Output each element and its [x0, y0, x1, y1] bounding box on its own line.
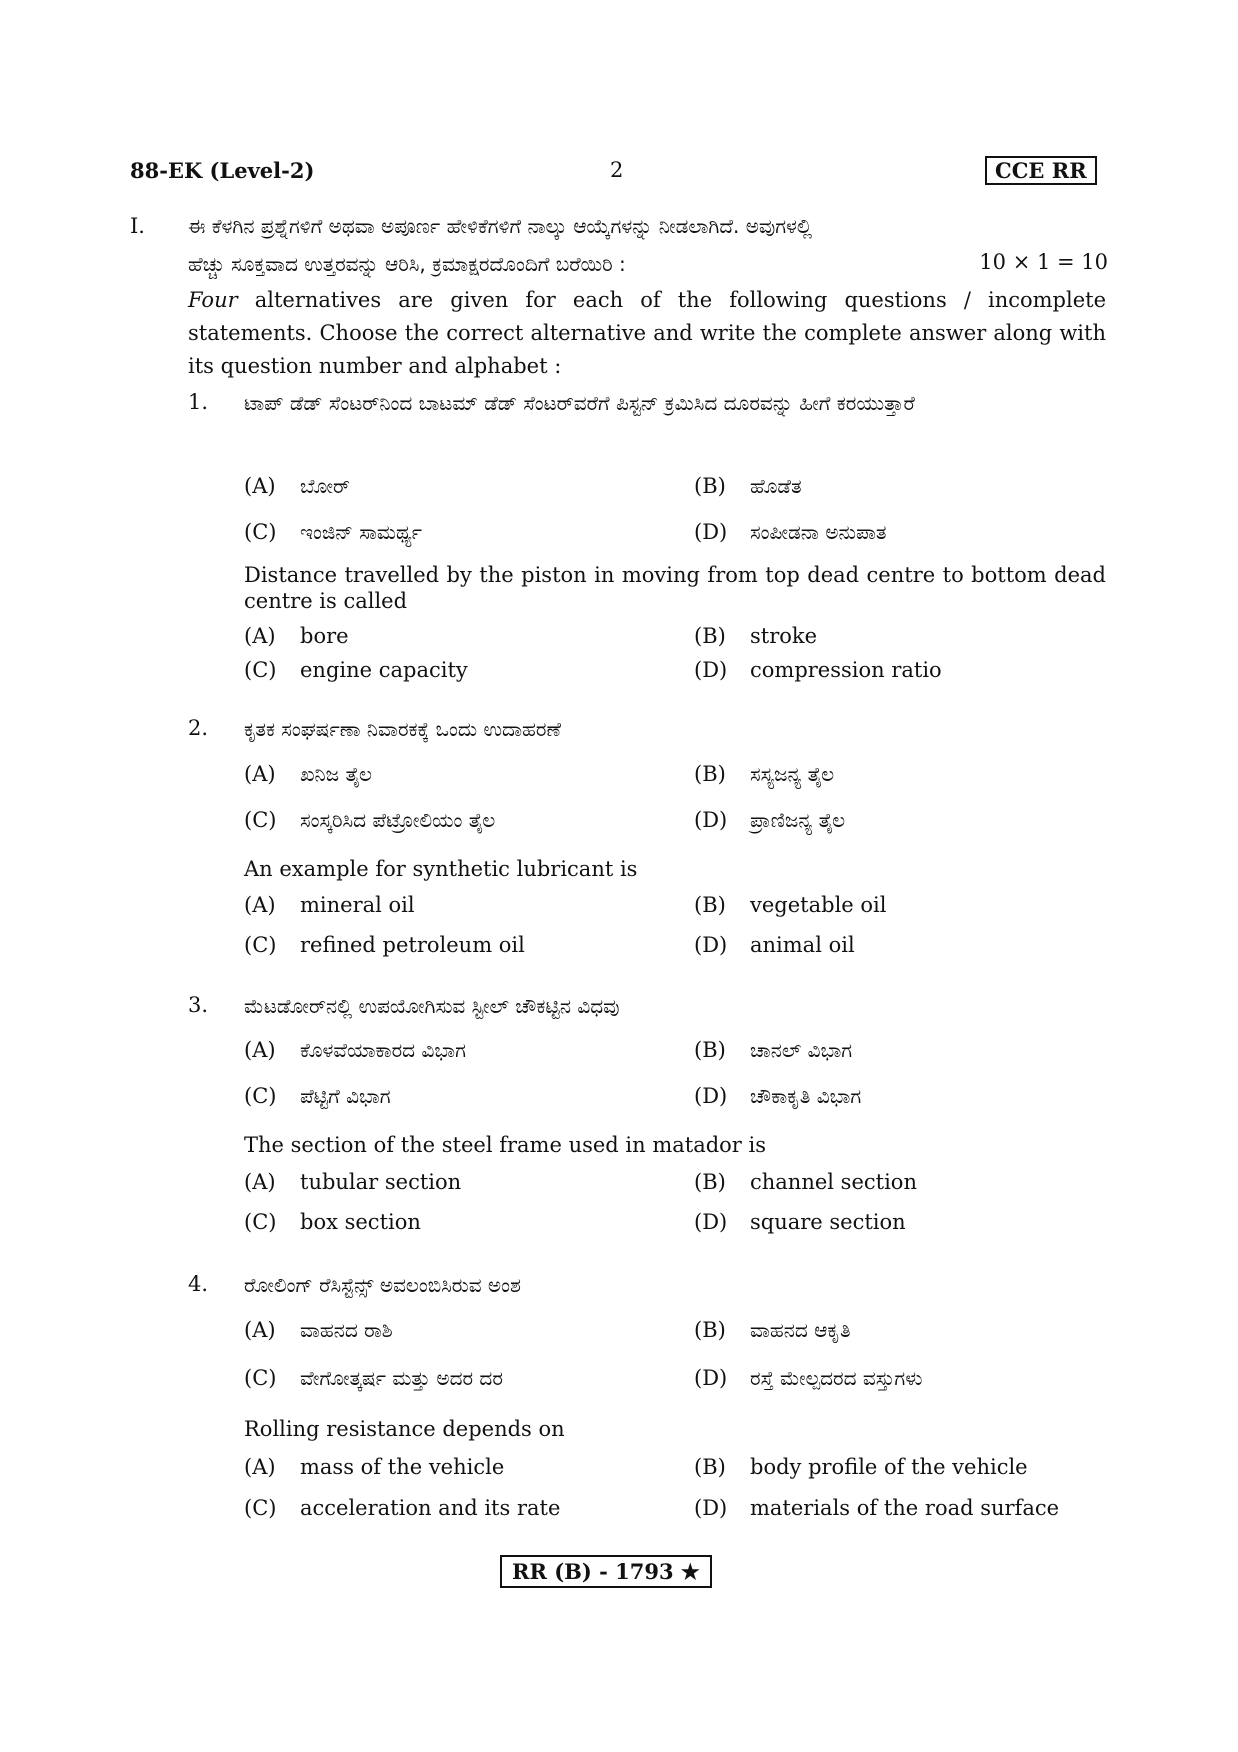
- section-number: I.: [130, 214, 145, 238]
- option-label: (D): [694, 658, 728, 682]
- option-text: channel section: [750, 1170, 917, 1194]
- option-text: ಕೊಳವೆಯಾಕಾರದ ವಿಭಾಗ: [300, 1038, 466, 1062]
- option-text: ಚಾನಲ್ ವಿಭಾಗ: [750, 1038, 853, 1062]
- q2-en-option-a: [244, 893, 415, 917]
- option-label: (A): [244, 1170, 276, 1194]
- option-text: ಇಂಜಿನ್ ಸಾಮರ್ಥ್ಯ: [300, 520, 422, 544]
- option-label: (A): [244, 624, 276, 648]
- q2-kn-option-d: [694, 808, 845, 832]
- footer-code: RR (B) - 1793 ★: [500, 1555, 712, 1588]
- q2-en-option-b: [694, 893, 886, 917]
- option-label: (D): [694, 1084, 728, 1108]
- option-label: (A): [244, 893, 276, 917]
- q1-en-option-d: [694, 658, 942, 682]
- q2-kn-option-a: [244, 762, 372, 786]
- option-text: ವಾಹನದ ಆಕೃತಿ: [750, 1318, 851, 1342]
- option-text: mineral oil: [300, 893, 415, 917]
- option-label: (C): [244, 520, 277, 544]
- q4-en-option-c: [244, 1496, 560, 1520]
- q3-en-option-c: [244, 1210, 421, 1234]
- option-label: (C): [244, 1210, 277, 1234]
- option-text: ಚೌಕಾಕೃತಿ ವಿಭಾಗ: [750, 1084, 862, 1108]
- option-label: (D): [694, 520, 728, 544]
- q4-en-option-d: [694, 1496, 1059, 1520]
- q2-kn-option-c: [244, 808, 495, 832]
- q4-kn-option-d: [694, 1366, 922, 1390]
- q3-kn-option-c: [244, 1084, 391, 1108]
- q4-kn-option-a: [244, 1318, 393, 1342]
- question-1-number: 1.: [188, 390, 209, 414]
- option-label: (C): [244, 1084, 277, 1108]
- option-text: ಪ್ರಾಣಿಜನ್ಯ ತೈಲ: [750, 808, 846, 832]
- question-1-english: Distance travelled by the piston in moving from top dead centre to bottom dead centre is called: [244, 563, 1106, 613]
- option-label: (B): [694, 1038, 726, 1062]
- instruction-english-italic: Four: [188, 288, 238, 312]
- question-1-kannada: ಟಾಪ್ ಡೆಡ್ ಸೆಂಟರ್‌ನಿಂದ ಬಾಟಮ್ ಡೆಡ್ ಸೆಂಟರ್‌ವರೆಗೆ ಪಿಸ್ಟನ್ ಕ್ರಮಿಸಿದ ದೂರವನ್ನು ಹೀಗೆ ಕರಯುತ್ತಾರೆ: [244, 391, 915, 415]
- option-label: (B): [694, 474, 726, 498]
- option-text: square section: [750, 1210, 906, 1234]
- question-4-english: Rolling resistance depends on: [244, 1417, 565, 1441]
- option-text: refined petroleum oil: [300, 933, 525, 957]
- option-text: mass of the vehicle: [300, 1455, 505, 1479]
- option-label: (D): [694, 808, 728, 832]
- option-text: compression ratio: [750, 658, 942, 682]
- q1-kn-option-a: [244, 474, 350, 498]
- option-text: body profile of the vehicle: [750, 1455, 1028, 1479]
- option-label: (A): [244, 1318, 276, 1342]
- option-text: ಹೊಡೆತ: [750, 474, 802, 498]
- option-text: ಪೆಟ್ಟಿಗೆ ವಿಭಾಗ: [300, 1084, 391, 1108]
- option-label: (C): [244, 658, 277, 682]
- option-label: (A): [244, 1455, 276, 1479]
- q1-kn-option-b: [694, 474, 802, 498]
- option-label: (B): [694, 762, 726, 786]
- question-3-kannada: ಮೆಟಡೋರ್‌ನಲ್ಲಿ ಉಪಯೋಗಿಸುವ ಸ್ಟೀಲ್ ಚೌಕಟ್ಟಿನ ವಿಧವು: [244, 994, 620, 1018]
- q4-en-option-b: [694, 1455, 1028, 1479]
- option-label: (D): [694, 933, 728, 957]
- page-number: 2: [610, 158, 624, 182]
- option-text: materials of the road surface: [750, 1496, 1060, 1520]
- q2-kn-option-b: [694, 762, 834, 786]
- q1-kn-option-d: [694, 520, 886, 544]
- option-text: bore: [300, 624, 349, 648]
- option-text: tubular section: [300, 1170, 462, 1194]
- question-4-number: 4.: [188, 1272, 209, 1296]
- option-label: (A): [244, 1038, 276, 1062]
- option-text: stroke: [750, 624, 818, 648]
- option-label: (B): [694, 1318, 726, 1342]
- option-label: (C): [244, 808, 277, 832]
- q4-kn-option-b: [694, 1318, 851, 1342]
- option-text: ಸಂಸ್ಕರಿಸಿದ ಪೆಟ್ರೋಲಿಯಂ ತೈಲ: [300, 808, 496, 832]
- marks: 10 × 1 = 10: [979, 250, 1108, 274]
- option-label: (D): [694, 1366, 728, 1390]
- option-text: ಸಸ್ಯಜನ್ಯ ತೈಲ: [750, 762, 835, 786]
- option-text: ವಾಹನದ ರಾಶಿ: [300, 1318, 393, 1342]
- q1-en-option-c: [244, 658, 468, 682]
- q3-kn-option-b: [694, 1038, 852, 1062]
- q3-kn-option-a: [244, 1038, 466, 1062]
- instruction-english-text: alternatives are given for each of the following questions / incomplete statements. Choose the correct alternative and write the complete answer along with its question number and alphabet :: [188, 288, 1106, 378]
- q3-en-option-b: [694, 1170, 917, 1194]
- option-text: ಸಂಪೀಡನಾ ಅನುಪಾತ: [750, 520, 887, 544]
- q4-kn-option-c: [244, 1366, 503, 1390]
- option-label: (D): [694, 1496, 728, 1520]
- q2-en-option-d: [694, 933, 855, 957]
- q3-en-option-d: [694, 1210, 906, 1234]
- question-3-english: The section of the steel frame used in matador is: [244, 1133, 767, 1157]
- option-text: acceleration and its rate: [300, 1496, 561, 1520]
- cce-rr-badge: CCE RR: [985, 156, 1097, 185]
- instruction-kannada-line-2: ಹೆಚ್ಚು ಸೂಕ್ತವಾದ ಉತ್ತರವನ್ನು ಆರಿಸಿ, ಕ್ರಮಾಕ್ಷರದೊಂದಿಗೆ ಬರೆಯಿರಿ :: [188, 252, 626, 276]
- q4-en-option-a: [244, 1455, 504, 1479]
- question-2-number: 2.: [188, 716, 209, 740]
- option-label: (C): [244, 933, 277, 957]
- option-text: vegetable oil: [750, 893, 887, 917]
- option-text: ರಸ್ತೆ ಮೇಲ್ಪದರದ ವಸ್ತುಗಳು: [750, 1366, 923, 1390]
- option-text: animal oil: [750, 933, 855, 957]
- q3-en-option-a: [244, 1170, 461, 1194]
- option-label: (B): [694, 893, 726, 917]
- q2-en-option-c: [244, 933, 525, 957]
- option-text: box section: [300, 1210, 421, 1234]
- option-text: engine capacity: [300, 658, 468, 682]
- paper-code: 88-EK (Level-2): [130, 158, 315, 183]
- option-label: (B): [694, 1455, 726, 1479]
- option-text: ಬೋರ್: [300, 474, 351, 498]
- q3-kn-option-d: [694, 1084, 861, 1108]
- instruction-english: [188, 284, 1106, 383]
- option-label: (A): [244, 762, 276, 786]
- option-label: (C): [244, 1366, 277, 1390]
- question-3-number: 3.: [188, 993, 209, 1017]
- option-label: (C): [244, 1496, 277, 1520]
- option-label: (B): [694, 624, 726, 648]
- option-text: ಖನಿಜ ತೈಲ: [300, 762, 372, 786]
- option-label: (B): [694, 1170, 726, 1194]
- q1-en-option-a: [244, 624, 349, 648]
- question-2-kannada: ಕೃತಕ ಸಂಘರ್ಷಣಾ ನಿವಾರಕಕ್ಕೆ ಒಂದು ಉದಾಹರಣೆ: [244, 717, 562, 741]
- instruction-kannada-line-1: ಈ ಕೆಳಗಿನ ಪ್ರಶ್ನೆಗಳಿಗೆ ಅಥವಾ ಅಪೂರ್ಣ ಹೇಳಿಕೆಗಳಿಗೆ ನಾಲ್ಕು ಆಯ್ಕೆಗಳನ್ನು ನೀಡಲಾಗಿದೆ. ಅವುಗಳಲ್ಲಿ: [188, 214, 813, 238]
- option-label: (D): [694, 1210, 728, 1234]
- q1-kn-option-c: [244, 520, 422, 544]
- option-label: (A): [244, 474, 276, 498]
- option-text: ವೇಗೋತ್ಕರ್ಷ ಮತ್ತು ಅದರ ದರ: [300, 1366, 503, 1390]
- question-4-kannada: ರೋಲಿಂಗ್ ರೆಸಿಸ್ಟೆನ್ಸ್ ಅವಲಂಬಿಸಿರುವ ಅಂಶ: [244, 1273, 521, 1297]
- question-2-english: An example for synthetic lubricant is: [244, 857, 638, 881]
- q1-en-option-b: [694, 624, 817, 648]
